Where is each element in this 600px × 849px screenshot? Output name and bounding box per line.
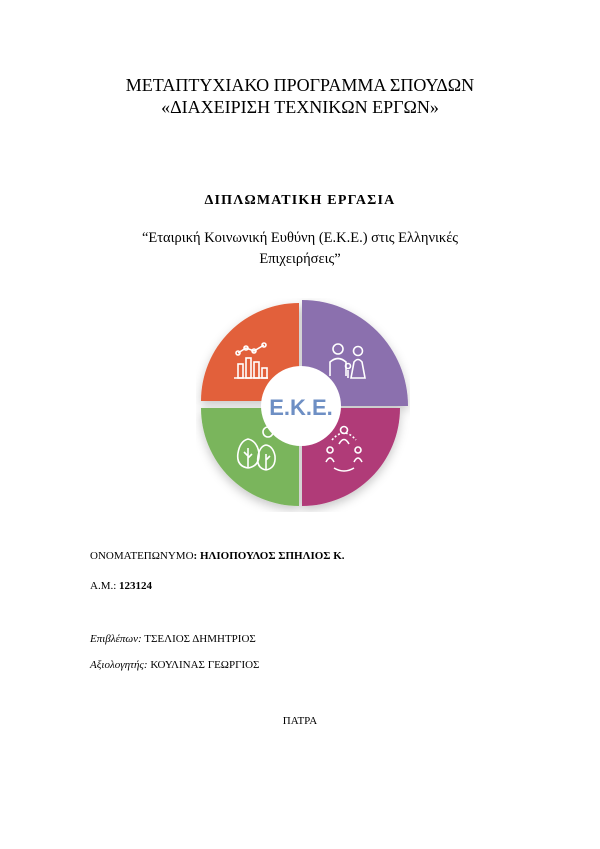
program-heading bbox=[0, 74, 600, 118]
student-id-label: Α.Μ.: bbox=[90, 580, 117, 592]
evaluator-row bbox=[90, 659, 259, 671]
student-name-label: ΟΝΟΜΑΤΕΠΩΝΥΜΟ bbox=[90, 550, 194, 562]
program-line-1: ΜΕΤΑΠΤΥΧΙΑΚΟ ΠΡΟΓΡΑΜΜΑ ΣΠΟΥΔΩΝ bbox=[125, 75, 475, 95]
thesis-title-line-1: “Εταιρική Κοινωνική Ευθύνη (Ε.Κ.Ε.) στις Ελληνικές bbox=[141, 230, 459, 246]
evaluator-value: ΚΟΥΛΙΝΑΣ ΓΕΩΡΓΙΟΣ bbox=[150, 659, 260, 671]
logo-text: Ε.Κ.Ε. bbox=[269, 395, 333, 420]
eke-logo-graphic bbox=[196, 298, 410, 512]
student-name-value: : ΗΛΙΟΠΟΥΛΟΣ ΣΠΗΛΙΟΣ Κ. bbox=[193, 550, 345, 562]
eke-logo bbox=[196, 298, 410, 512]
supervisor-label: Επιβλέπων: bbox=[90, 633, 142, 645]
student-id-value: 123124 bbox=[119, 580, 153, 592]
thesis-label: ΔΙΠΛΩΜΑΤΙΚΗ ΕΡΓΑΣΙΑ bbox=[204, 193, 396, 208]
supervisor-value: ΤΣΕΛΙΟΣ ΔΗΜΗΤΡΙΟΣ bbox=[144, 633, 256, 645]
evaluator-label: Αξιολογητής: bbox=[90, 659, 148, 671]
student-name-row bbox=[90, 550, 345, 562]
thesis-title-line-2: Επιχειρήσεις” bbox=[259, 251, 341, 267]
thesis-title bbox=[0, 228, 600, 270]
student-id-row bbox=[90, 580, 152, 592]
city: ΠΑΤΡΑ bbox=[282, 715, 318, 727]
supervisor-row bbox=[90, 633, 256, 645]
program-line-2: «ΔΙΑΧΕΙΡΙΣΗ ΤΕΧΝΙΚΩΝ ΕΡΓΩΝ» bbox=[161, 97, 439, 117]
